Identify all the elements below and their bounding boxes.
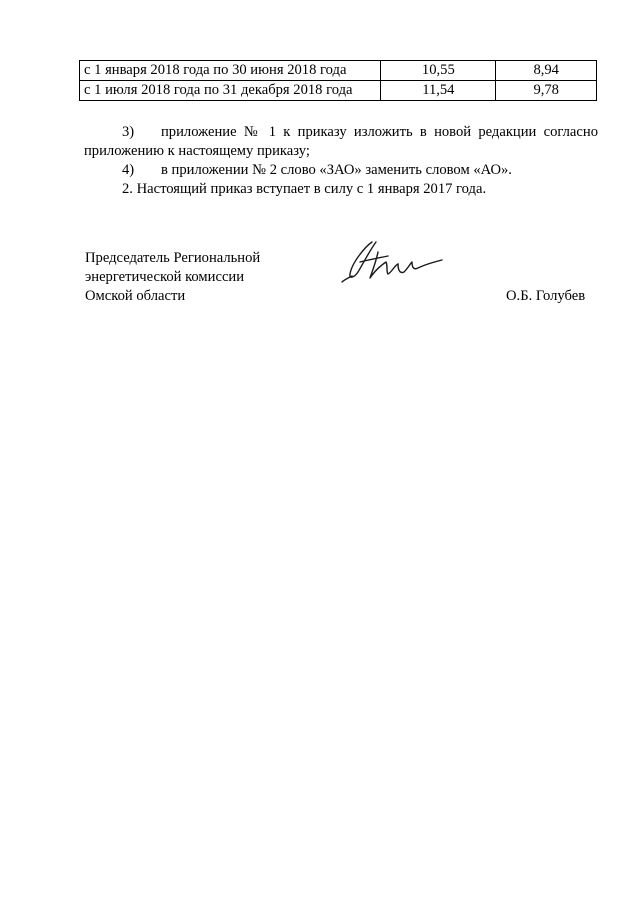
signer-title [85,249,260,306]
handwritten-signature [338,232,448,292]
item-3-number: 3) [122,124,135,140]
table-row [80,61,597,81]
item-3-line-1: приложение № 1 к приказу изложить в новой редакции согласно [161,124,598,140]
signer-title-line-2: энергетической комиссии [85,269,245,285]
clause-2-text: 2. Настоящий приказ вступает в силу с 1 января 2017 года. [122,181,487,197]
value-cell: 11,54 [381,81,496,101]
item-4-text: в приложении № 2 слово «ЗАО» заменить словом «АО». [161,162,512,178]
value-cell: 8,94 [496,61,597,81]
signer-name: О.Б. Голубев [506,288,586,304]
signer-title-line-1: Председатель Региональной [85,250,261,266]
value-cell: 10,55 [381,61,496,81]
tariff-table [79,60,597,101]
signer-title-line-3: Омской области [85,288,186,304]
item-3-line-2: приложению к настоящему приказу; [84,143,310,159]
value-cell: 9,78 [496,81,597,101]
period-cell: с 1 января 2018 года по 30 июня 2018 года [80,61,381,81]
item-4-number: 4) [122,162,135,178]
period-cell: с 1 июля 2018 года по 31 декабря 2018 года [80,81,381,101]
table-row [80,81,597,101]
